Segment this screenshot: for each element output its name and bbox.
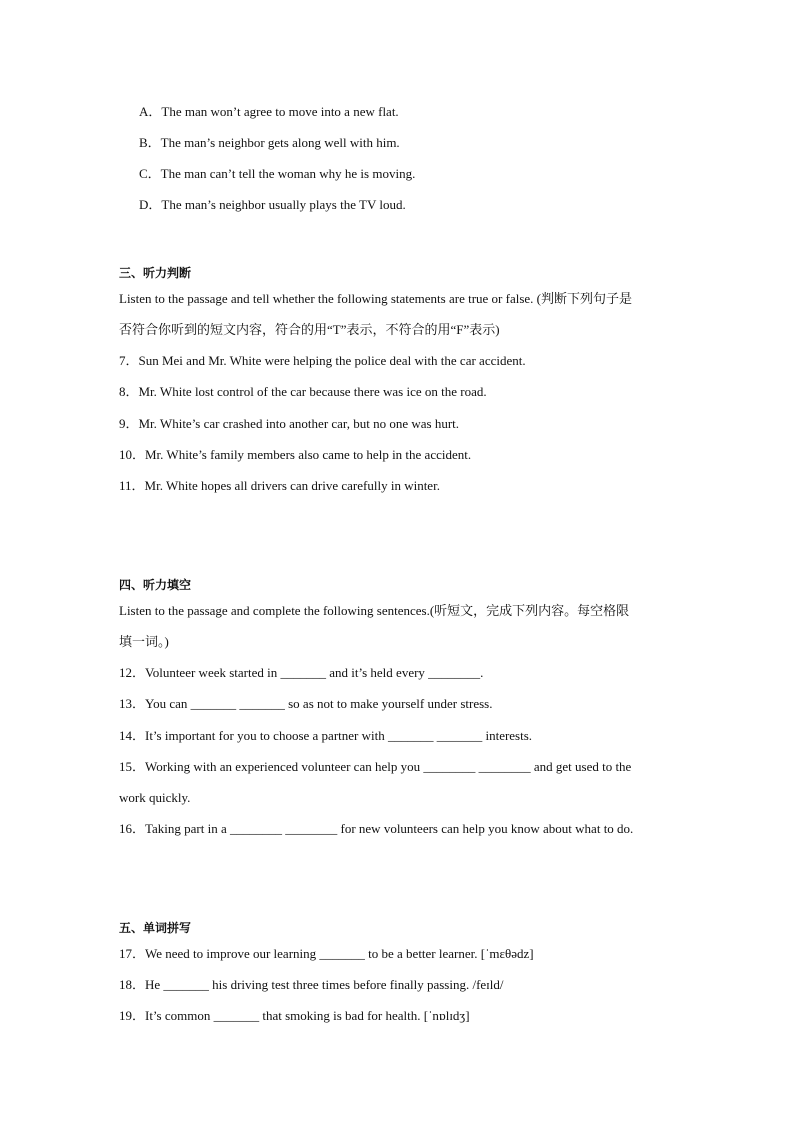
question-10: 10．Mr. White’s family members also came to help in the accident. — [119, 447, 472, 462]
section4-heading: 四、听力填空 — [119, 578, 192, 592]
question-14: 14．It’s important for you to choose a partner with _______ _______ interests. — [119, 728, 533, 743]
option-d: D．The man’s neighbor usually plays the TV loud. — [139, 197, 406, 212]
question-7: 7．Sun Mei and Mr. White were helping the police deal with the car accident. — [119, 353, 526, 368]
section3-instruction-2: 否符合你听到的短文内容，符合的用“T”表示，不符合的用“F”表示) — [119, 322, 500, 337]
question-12: 12．Volunteer week started in _______ and it’s held every ________. — [119, 665, 484, 680]
question-19: 19．It’s common _______ that smoking is bad for health. [ˈnɒlɪdʒ] — [119, 1008, 470, 1023]
section3-heading: 三、听力判断 — [119, 266, 192, 280]
option-a: A．The man won’t agree to move into a new flat. — [139, 104, 399, 119]
section5-heading: 五、单词拼写 — [119, 921, 192, 935]
question-15-continued: work quickly. — [119, 790, 191, 805]
question-13: 13．You can _______ _______ so as not to make yourself under stress. — [119, 696, 493, 711]
question-15: 15．Working with an experienced volunteer can help you ________ ________ and get used to the — [119, 759, 632, 774]
option-b: B．The man’s neighbor gets along well with him. — [139, 135, 400, 150]
question-17: 17．We need to improve our learning _______ to be a better learner. [ˈmɛθədz] — [119, 946, 534, 961]
section3-instruction-1: Listen to the passage and tell whether the following statements are true or false. (判断下列句子是 — [119, 291, 632, 306]
question-9: 9．Mr. White’s car crashed into another car, but no one was hurt. — [119, 416, 460, 431]
section4-instruction-2: 填一词。) — [119, 634, 169, 649]
section4-instruction-1: Listen to the passage and complete the following sentences.(听短文，完成下列内容。每空格限 — [119, 603, 630, 618]
option-c: C．The man can’t tell the woman why he is moving. — [139, 166, 416, 181]
question-16: 16．Taking part in a ________ ________ for new volunteers can help you know about what to do. — [119, 821, 634, 836]
question-8: 8．Mr. White lost control of the car because there was ice on the road. — [119, 384, 487, 399]
question-18: 18．He _______ his driving test three times before finally passing. /feɪld/ — [119, 977, 504, 992]
question-11: 11．Mr. White hopes all drivers can drive carefully in winter. — [119, 478, 440, 493]
